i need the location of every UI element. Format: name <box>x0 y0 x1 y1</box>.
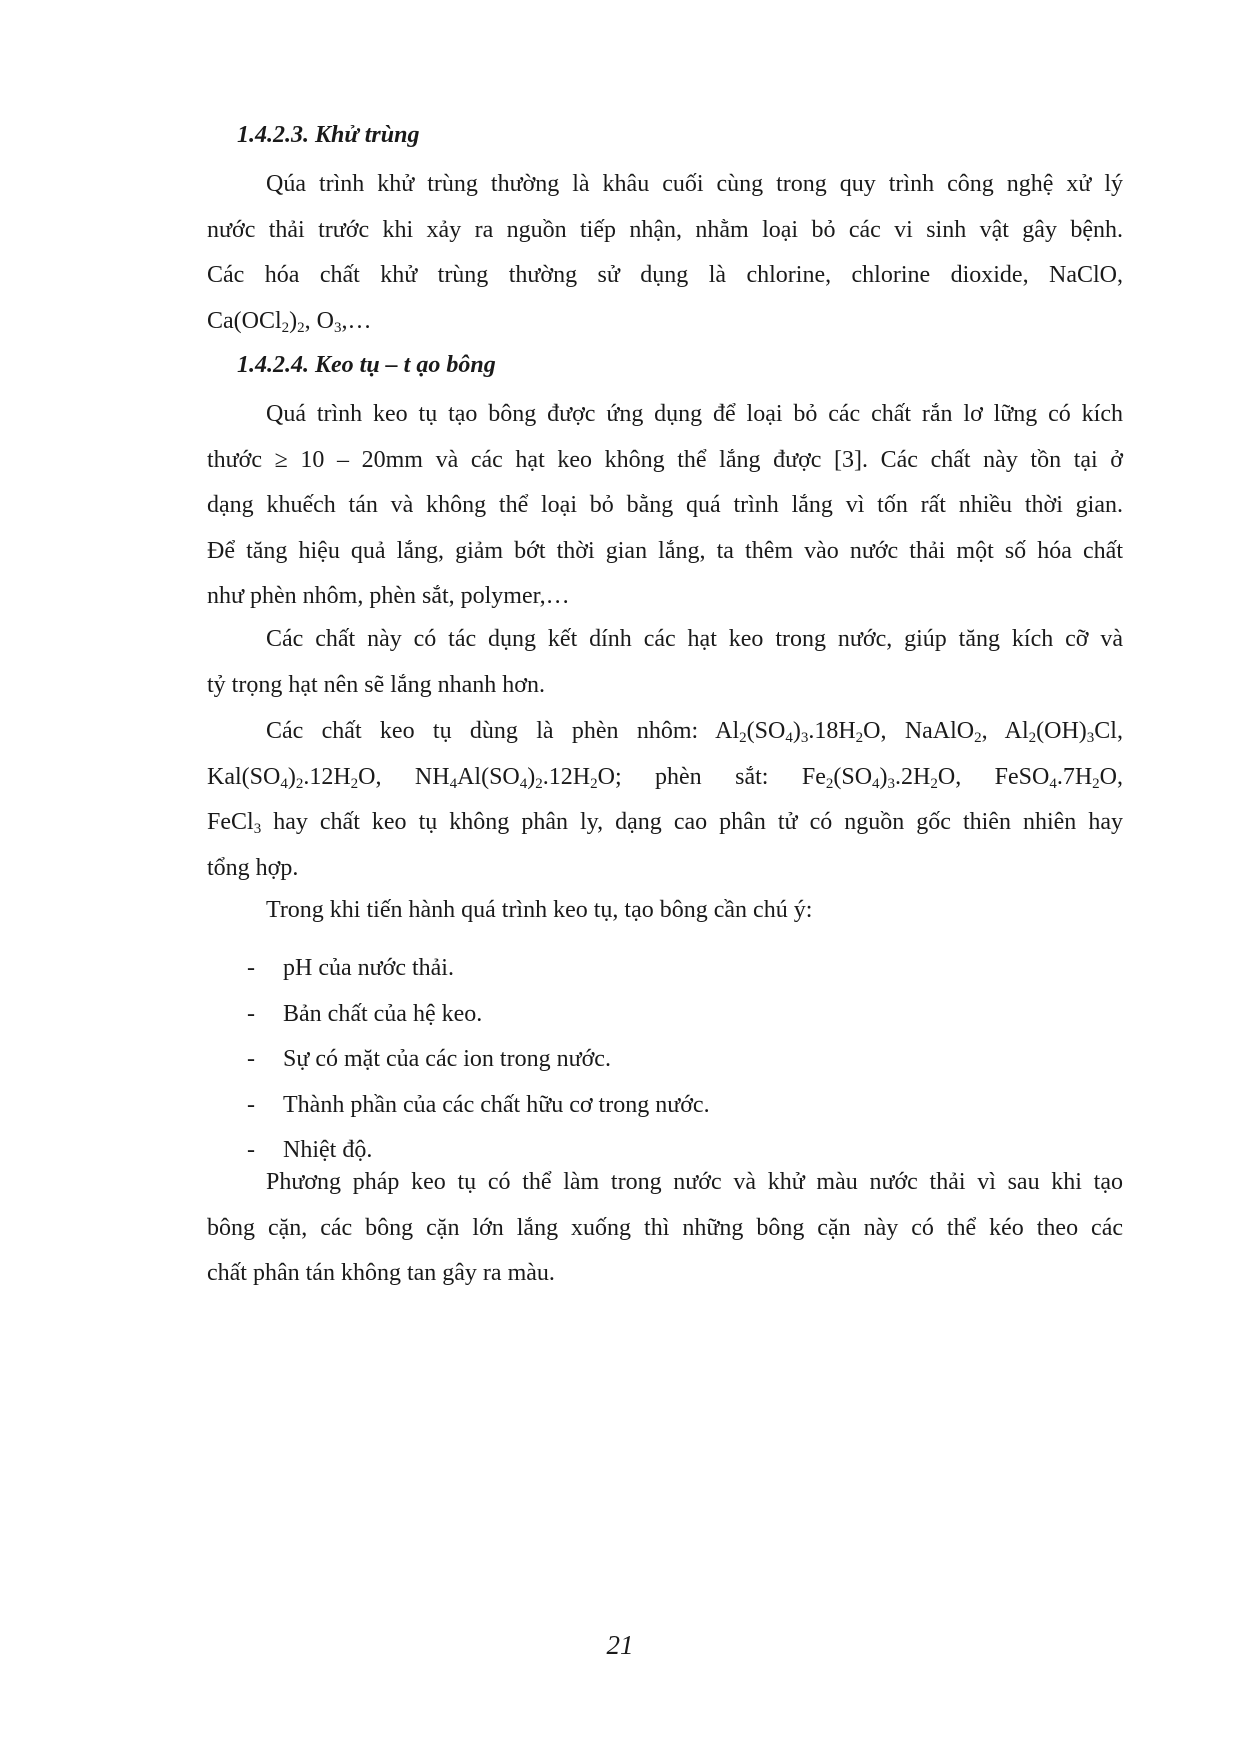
bullet-marker: - <box>247 1091 255 1118</box>
bullet-marker: - <box>247 1000 255 1027</box>
list-item-label: Nhiệt độ. <box>283 1137 373 1163</box>
paragraph-line: dạng khuếch tán và không thể loại bỏ bằng quá trình lắng vì tốn rất nhiều thời gian. <box>207 492 1123 518</box>
list-item-label: Sự có mặt của các ion trong nước. <box>283 1046 611 1072</box>
paragraph-coagulants <box>207 709 1123 891</box>
list-item <box>247 1037 1107 1083</box>
paragraph-line: tổng hợp. <box>207 854 299 881</box>
paragraph-line: chất phân tán không tan gây ra màu. <box>207 1260 555 1286</box>
paragraph-line: Quá trình keo tụ tạo bông được ứng dụng để loại bỏ các chất rắn lơ lững có kích <box>266 401 1123 427</box>
bullet-marker: - <box>247 1137 255 1163</box>
list-item-label: Bản chất của hệ keo. <box>283 1000 483 1027</box>
paragraph-coagulation-color <box>207 1160 1123 1297</box>
section-heading-disinfection: 1.4.2.3. Khử trùng <box>237 122 420 148</box>
bullet-marker: - <box>247 1046 255 1072</box>
section-heading-coagulation: 1.4.2.4. Keo tụ – t ạo bông <box>237 352 496 378</box>
paragraph-line: Các chất keo tụ dùng là phèn nhôm: $Al_2(SO_4)_3.18H_2O$, NaAlO$_2$, $Al_2(OH)_3Cl$, <box>266 718 1123 746</box>
paragraph-line: bông cặn, các bông cặn lớn lắng xuống thì những bông cặn này có thể kéo theo các <box>207 1214 1123 1241</box>
page-number: 21 <box>606 1630 634 1660</box>
paragraph-line: $Kal(SO_4)_2.12H_2O$, $NH_4Al(SO_4)_2.12H_2O$; phèn sắt: $Fe_2(SO_4)_3.2H_2O$, $FeSO_4.7H_2O$, <box>207 763 1123 792</box>
paragraph-line: nước thải trước khi xảy ra nguồn tiếp nhận, nhằm loại bỏ các vi sinh vật gây bệnh. <box>207 216 1123 243</box>
paragraph-line: thước ≥ 10 – 20mm và các hạt keo không thể lắng được [3]. Các chất này tồn tại ở <box>207 446 1123 473</box>
paragraph-line: Để tăng hiệu quả lắng, giảm bớt thời gian lắng, ta thêm vào nước thải một số hóa chất <box>207 537 1123 564</box>
bullet-marker: - <box>247 955 255 981</box>
paragraph-notes-intro <box>207 888 1123 934</box>
paragraph-coagulation-intro <box>207 392 1123 620</box>
list-item <box>247 1083 1107 1129</box>
paragraph-line: FeCl$_3$ hay chất keo tụ không phân ly, dạng cao phân tử có nguồn gốc thiên nhiên hay <box>207 809 1123 837</box>
paragraph-disinfection <box>207 162 1123 344</box>
list-item-label: Thành phần của các chất hữu cơ trong nước. <box>283 1091 710 1118</box>
list-item-label: pH của nước thải. <box>283 955 454 981</box>
paragraph-line: $Ca(OCl_2)_2$, $O_3,\dots$ <box>207 307 372 336</box>
paragraph-line: tỷ trọng hạt nên sẽ lắng nhanh hơn. <box>207 671 545 698</box>
paragraph-line: Phương pháp keo tụ có thể làm trong nước và khử màu nước thải vì sau khi tạo <box>266 1169 1123 1195</box>
notes-list <box>247 946 1107 1174</box>
paragraph-line: như phèn nhôm, phèn sắt, polymer,… <box>207 583 570 609</box>
paragraph-line: Các hóa chất khử trùng thường sử dụng là chlorine, chlorine dioxide, NaClO, <box>207 262 1123 288</box>
paragraph-line: Qúa trình khử trùng thường là khâu cuối cùng trong quy trình công nghệ xử lý <box>266 171 1123 197</box>
list-item <box>247 992 1107 1038</box>
list-item <box>247 946 1107 992</box>
paragraph-line: Trong khi tiến hành quá trình keo tụ, tạo bông cần chú ý: <box>266 897 813 923</box>
paragraph-coagulation-effect <box>207 617 1123 708</box>
paragraph-line: Các chất này có tác dụng kết dính các hạt keo trong nước, giúp tăng kích cỡ và <box>266 626 1123 652</box>
